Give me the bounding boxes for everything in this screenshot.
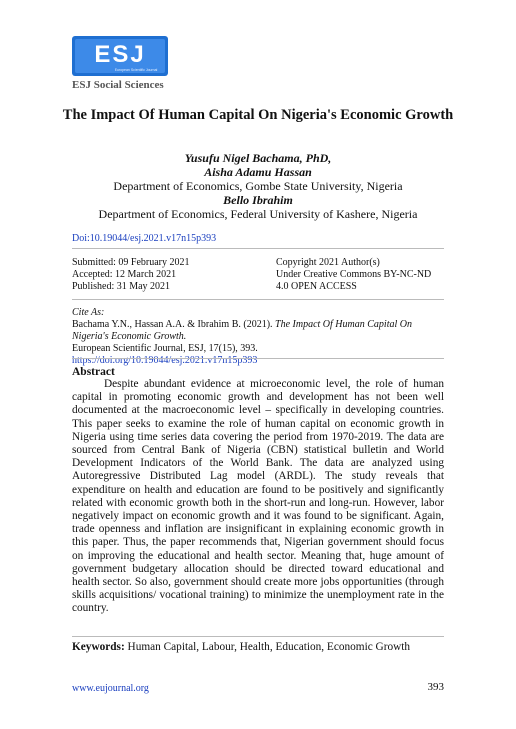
dates-block xyxy=(72,257,190,293)
license-block xyxy=(276,257,431,293)
footer-url-link[interactable]: www.eujournal.org xyxy=(72,683,149,694)
citation-source xyxy=(72,343,444,367)
page-number: 393 xyxy=(427,681,444,693)
cite-journal: European Scientific Journal, ESJ, 17(15), 393. xyxy=(72,343,258,354)
keywords-text: Human Capital, Labour, Health, Education, Economic Growth xyxy=(127,641,411,653)
cite-doi-link[interactable]: https://doi.org/10.19044/esj.2021.v17n15p393 xyxy=(72,355,258,366)
divider xyxy=(72,636,444,637)
journal-name: ESJ Social Sciences xyxy=(72,79,164,91)
published-date: Published: 31 May 2021 xyxy=(72,281,171,292)
open-access-line: 4.0 OPEN ACCESS xyxy=(276,281,357,292)
abstract-heading: Abstract xyxy=(72,366,115,378)
divider xyxy=(72,248,444,249)
citation-text xyxy=(72,319,444,343)
author-affiliation: Department of Economics, Gombe State University, Nigeria xyxy=(113,179,403,193)
author-block xyxy=(60,151,456,221)
keywords-label: Keywords: xyxy=(72,641,125,653)
author-name: Bello Ibrahim xyxy=(223,193,293,207)
accepted-date: Accepted: 12 March 2021 xyxy=(72,269,177,280)
divider xyxy=(72,299,444,300)
abstract-text: Despite abundant evidence at microeconomic level, the role of human capital in promoting economic growth and development has not been well documented at the macroeconomic level – specifically in developing countries. This paper seeks to examine the role of human capital on economic growth in Nigeria using time series data covering the period from 1970-2019. The data are sourced from Central Bank of Nigeria (CBN) statistical bulletin and World Development Indicators of the World Bank. The data are analyzed using Autoregressive Distributed Lag model (ARDL). The study reveals that expenditure on health and education are found to be positively and significantly related with economic growth both in the short-run and long-run. However, labor negatively impact on economic growth and it was found to be significant. Again, trade openness and inflation are insignificant in explaining economic growth in this paper. Thus, the paper recommends that, Nigerian government should focus on improving the educational and health sector. Meaning that, huge amount of government budgetary allocation should be directed toward educational and health sector. So also, government should create more jobs opportunities (through skills acquisitions/ vocational training) to minimize the unemployment rate in the country. xyxy=(72,378,444,615)
doi-link[interactable]: Doi:10.19044/esj.2021.v17n15p393 xyxy=(72,233,217,244)
author-name: Aisha Adamu Hassan xyxy=(204,165,312,179)
license-line: Under Creative Commons BY-NC-ND xyxy=(276,269,432,280)
keywords xyxy=(72,641,444,653)
paper-title: The Impact Of Human Capital On Nigeria's Economic Growth xyxy=(62,107,454,123)
cite-title: The Impact Of Human Capital On Nigeria's Economic Growth. xyxy=(72,319,412,342)
cite-authors: Bachama Y.N., Hassan A.A. & Ibrahim B. (2021). xyxy=(72,319,276,330)
divider xyxy=(72,358,444,359)
logo-text: ESJ xyxy=(94,41,146,68)
esj-logo xyxy=(72,36,168,76)
logo-subtext: European Scientific Journal xyxy=(114,68,158,72)
author-name: Yusufu Nigel Bachama, PhD, xyxy=(184,151,332,165)
submitted-date: Submitted: 09 February 2021 xyxy=(72,257,190,268)
copyright-line: Copyright 2021 Author(s) xyxy=(276,257,380,268)
author-affiliation: Department of Economics, Federal University of Kashere, Nigeria xyxy=(98,207,418,221)
cite-label: Cite As: xyxy=(72,307,105,318)
